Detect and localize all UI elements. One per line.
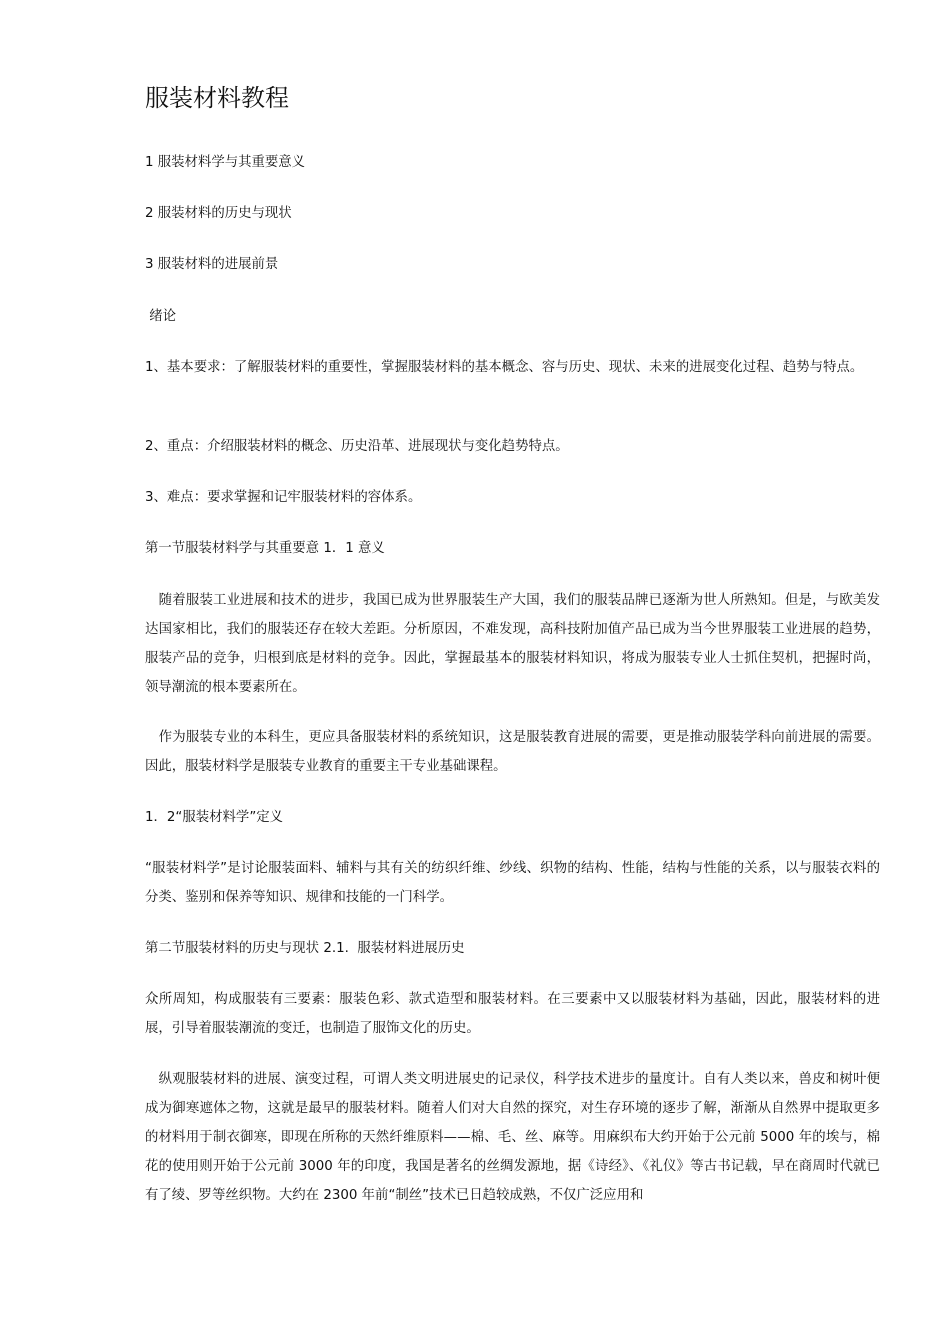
paragraph-difficulties: 3、难点：要求掌握和记牢服装材料的容体系。 — [145, 490, 422, 505]
paragraph-three-elements: 众所周知，构成服装有三要素：服装色彩、款式造型和服装材料。在三要素中又以服装材料为基础，因此，服装材料的进展，引导着服装潮流的变迁，也制造了服饰文化的历史。 — [145, 992, 880, 1036]
document-title: 服装材料教程 — [145, 84, 289, 112]
paragraph-undergraduate: 作为服装专业的本科生，更应具备服装材料的系统知识，这是服装教育进展的需要，更是推动服装学科向前进展的需要。因此，服装材料学是服装专业教育的重要主干专业基础课程。 — [145, 730, 880, 774]
paragraph-history-overview: 纵观服装材料的进展、演变过程，可谓人类文明进展史的记录仪，科学技术进步的量度计。自有人类以来，兽皮和树叶便成为御寒遮体之物，这就是最早的服装材料。随着人们对大自然的探究，对生存环境的逐步了解，渐渐从自然界中提取更多的材料用于制衣御寒，即现在所称的天然纤维原料——棉、毛、丝、麻等。用麻织布大约开始于公元前 5000 年的埃与，棉花的使用则开始于公元前 3000 年的印度，我国是著名的丝绸发源地，据《诗经》、《礼仪》等古书记载，早在商周时代就已有了绫、罗等丝织物。大约在 2300 年前“制丝”技术已日趋较成熟，不仅广泛应用和 — [145, 1072, 880, 1203]
paragraph-definition: “服装材料学”是讨论服装面料、辅料与其有关的纺织纤维、纱线、织物的结构、性能，结构与性能的关系，以与服装衣料的分类、鉴别和保养等知识、规律和技能的一门科学。 — [145, 861, 880, 905]
toc-item-3: 3 服装材料的进展前景 — [145, 257, 279, 272]
paragraph-key-points: 2、重点：介绍服装材料的概念、历史沿革、进展现状与变化趋势特点。 — [145, 439, 569, 454]
section-heading-introduction: 绪论 — [145, 309, 177, 324]
toc-item-2: 2 服装材料的历史与现状 — [145, 206, 292, 221]
toc-item-1: 1 服装材料学与其重要意义 — [145, 155, 306, 170]
section-heading-1-2: 1．2“服装材料学”定义 — [145, 810, 284, 825]
paragraph-significance: 随着服装工业进展和技术的进步，我国已成为世界服装生产大国，我们的服装品牌已逐渐为世人所熟知。但是，与欧美发达国家相比，我们的服装还存在较大差距。分析原因，不难发现，高科技附加值产品已成为当今世界服装工业进展的趋势，服装产品的竞争，归根到底是材料的竞争。因此，掌握最基本的服装材料知识，将成为服装专业人士抓住契机，把握时尚，领导潮流的根本要素所在。 — [145, 593, 880, 695]
paragraph-basic-requirements: 1、基本要求：了解服装材料的重要性，掌握服装材料的基本概念、容与历史、现状、未来的进展变化过程、趋势与特点。 — [145, 360, 864, 375]
section-heading-1: 第一节服装材料学与其重要意 1．1 意义 — [145, 541, 385, 556]
section-heading-2: 第二节服装材料的历史与现状 2.1. 服装材料进展历史 — [145, 941, 465, 956]
